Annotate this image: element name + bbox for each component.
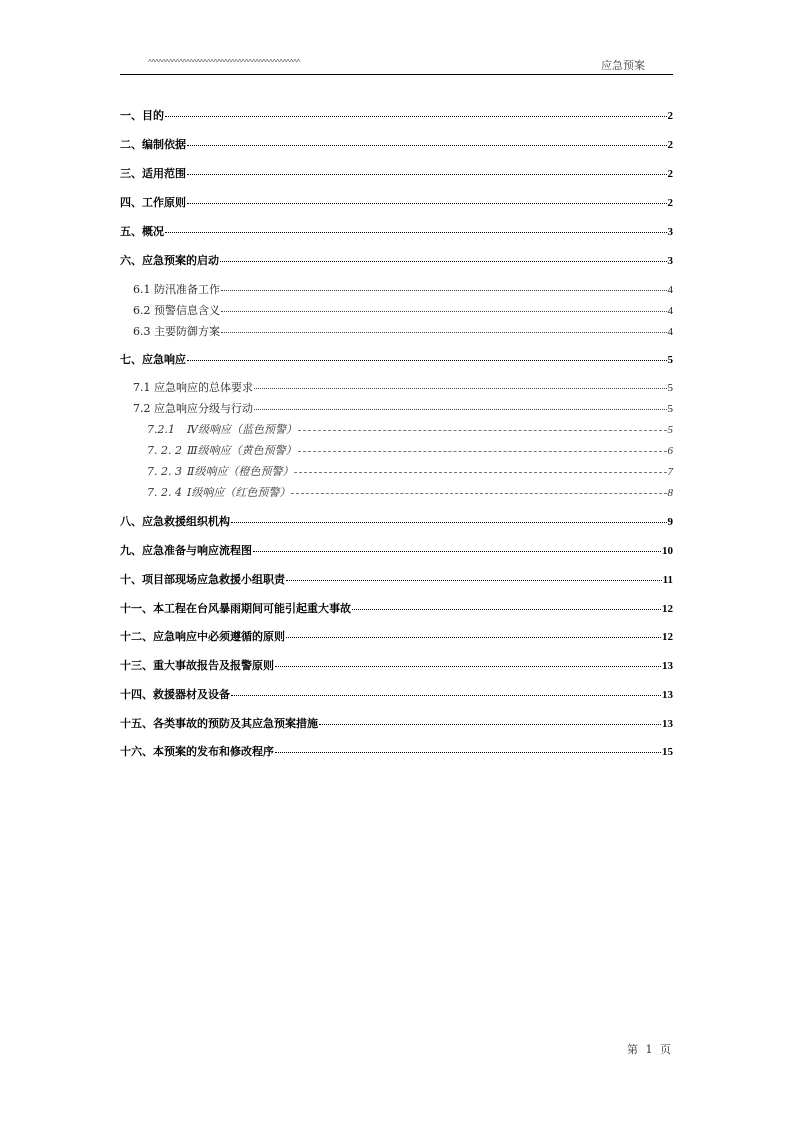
toc-entry-page: 5 bbox=[667, 424, 673, 436]
toc-entry[interactable] bbox=[120, 421, 673, 437]
toc-entry-page: 9 bbox=[667, 516, 673, 528]
toc-entry[interactable] bbox=[120, 252, 673, 268]
toc-entry-title: 十四、救援器材及设备 bbox=[120, 688, 230, 701]
toc-entry-page: 6 bbox=[667, 445, 673, 457]
toc-entry[interactable] bbox=[120, 628, 673, 644]
toc-entry-title: 五、概况 bbox=[120, 225, 164, 238]
toc-entry-number: 7. 2. 3 bbox=[147, 465, 182, 478]
dot-leader bbox=[187, 195, 667, 206]
toc-entry[interactable] bbox=[120, 351, 673, 367]
toc-entry[interactable] bbox=[120, 165, 673, 181]
dot-leader bbox=[254, 401, 667, 412]
toc-entry-page: 13 bbox=[662, 689, 673, 701]
toc-entry-title: 十五、各类事故的预防及其应急预案措施 bbox=[120, 717, 318, 730]
toc-entry-page: 10 bbox=[662, 545, 673, 557]
toc-entry-title: 6.3 主要防御方案 bbox=[133, 325, 220, 338]
header-decoration: ^^^^^^^^^^^^^^^^^^^^^^^^^^^^^^^^^^^^^^^^^^^^ bbox=[148, 58, 300, 67]
toc-entry-page: 13 bbox=[662, 718, 673, 730]
toc-entry-title: 十二、应急响应中必须遵循的原则 bbox=[120, 630, 285, 643]
toc-entry-title: Ⅱ级响应（橙色预警） bbox=[187, 465, 294, 478]
toc-entry-page: 3 bbox=[667, 226, 673, 238]
toc-entry[interactable] bbox=[120, 484, 673, 500]
toc-entry[interactable] bbox=[120, 657, 673, 673]
toc-entry[interactable] bbox=[120, 686, 673, 702]
toc-entry[interactable] bbox=[120, 136, 673, 152]
toc-entry[interactable] bbox=[120, 442, 673, 458]
toc-entry-page: 8 bbox=[667, 487, 673, 499]
toc-entry-page: 2 bbox=[667, 139, 673, 151]
toc-entry-title: 九、应急准备与响应流程图 bbox=[120, 544, 252, 557]
dot-leader bbox=[221, 303, 667, 314]
toc-entry-page: 12 bbox=[662, 603, 673, 615]
toc-entry-title: 7.1 应急响应的总体要求 bbox=[133, 381, 253, 394]
toc-entry-page: 13 bbox=[662, 660, 673, 672]
toc-entry-title: Ⅰ级响应（红色预警） bbox=[187, 486, 291, 499]
toc-entry-page: 11 bbox=[662, 574, 673, 586]
toc-entry[interactable] bbox=[120, 743, 673, 759]
dot-leader bbox=[231, 514, 667, 525]
toc-entry-title: 六、应急预案的启动 bbox=[120, 254, 219, 267]
toc-entry[interactable] bbox=[120, 379, 673, 395]
toc-entry-page: 5 bbox=[667, 354, 673, 366]
toc-entry-title: 一、目的 bbox=[120, 109, 164, 122]
toc-entry-title: Ⅳ级响应（蓝色预警） bbox=[187, 423, 297, 436]
toc-entry-title: 十六、本预案的发布和修改程序 bbox=[120, 745, 274, 758]
header-title: 应急预案 bbox=[601, 59, 645, 72]
dot-leader bbox=[187, 137, 667, 148]
toc-entry-page: 4 bbox=[667, 305, 673, 317]
dot-leader bbox=[275, 744, 661, 755]
page-number-footer: 第 1 页 bbox=[627, 1043, 673, 1056]
toc-entry-title: 七、应急响应 bbox=[120, 353, 186, 366]
toc-entry[interactable] bbox=[120, 223, 673, 239]
page-header bbox=[120, 55, 673, 75]
toc-entry[interactable] bbox=[120, 323, 673, 339]
toc-entry[interactable] bbox=[120, 513, 673, 529]
toc-entry-title: 八、应急救援组织机构 bbox=[120, 515, 230, 528]
toc-entry[interactable] bbox=[120, 194, 673, 210]
toc-entry-page: 5 bbox=[667, 382, 673, 394]
toc-entry-number: 7.2.1 bbox=[147, 423, 175, 436]
toc-entry-page: 7 bbox=[667, 466, 673, 478]
dot-leader bbox=[187, 352, 667, 363]
toc-entry-page: 5 bbox=[667, 403, 673, 415]
dot-leader bbox=[220, 253, 667, 264]
dot-leader bbox=[221, 282, 667, 293]
toc-entry[interactable] bbox=[120, 571, 673, 587]
dot-leader bbox=[231, 687, 661, 698]
dot-leader bbox=[221, 324, 667, 335]
toc-entry-number: 7. 2. 2 bbox=[147, 444, 182, 457]
dash-leader bbox=[294, 464, 666, 475]
toc-entry-page: 2 bbox=[667, 110, 673, 122]
dot-leader bbox=[165, 224, 667, 235]
toc-entry-title: Ⅲ级响应（黄色预警） bbox=[187, 444, 297, 457]
toc-entry-title: 7.2 应急响应分级与行动 bbox=[133, 402, 253, 415]
dash-leader bbox=[298, 443, 667, 454]
dot-leader bbox=[319, 716, 661, 727]
dash-leader bbox=[298, 422, 667, 433]
toc-entry-page: 2 bbox=[667, 197, 673, 209]
toc-entry[interactable] bbox=[120, 715, 673, 731]
dot-leader bbox=[254, 380, 667, 391]
toc-entry-title: 十三、重大事故报告及报警原则 bbox=[120, 659, 274, 672]
toc-entry-page: 2 bbox=[667, 168, 673, 180]
toc-entry-title: 十一、本工程在台风暴雨期间可能引起重大事故 bbox=[120, 602, 351, 615]
toc-entry[interactable] bbox=[120, 542, 673, 558]
toc-entry-title: 四、工作原则 bbox=[120, 196, 186, 209]
toc-entry-title: 6.2 预警信息含义 bbox=[133, 304, 220, 317]
dot-leader bbox=[286, 629, 661, 640]
toc-entry-title: 三、适用范围 bbox=[120, 167, 186, 180]
toc-entry-page: 15 bbox=[662, 746, 673, 758]
toc-entry[interactable] bbox=[120, 302, 673, 318]
dot-leader bbox=[286, 572, 662, 583]
toc-entry-page: 12 bbox=[662, 631, 673, 643]
toc-entry[interactable] bbox=[120, 281, 673, 297]
dot-leader bbox=[165, 108, 667, 119]
dot-leader bbox=[275, 658, 661, 669]
dot-leader bbox=[187, 166, 667, 177]
toc-entry[interactable] bbox=[120, 600, 673, 616]
toc-entry-page: 4 bbox=[667, 284, 673, 296]
toc-entry[interactable] bbox=[120, 107, 673, 123]
toc-entry-title: 二、编制依据 bbox=[120, 138, 186, 151]
toc-entry-page: 3 bbox=[667, 255, 673, 267]
toc-entry[interactable] bbox=[120, 463, 673, 479]
toc-entry-title: 十、项目部现场应急救援小组职责 bbox=[120, 573, 285, 586]
dash-leader bbox=[291, 485, 666, 496]
toc-entry-page: 4 bbox=[667, 326, 673, 338]
dot-leader bbox=[253, 543, 661, 554]
toc-entry-title: 6.1 防汛准备工作 bbox=[133, 283, 220, 296]
toc-entry-number: 7. 2. 4 bbox=[147, 486, 182, 499]
dot-leader bbox=[352, 601, 661, 612]
toc-entry[interactable] bbox=[120, 400, 673, 416]
